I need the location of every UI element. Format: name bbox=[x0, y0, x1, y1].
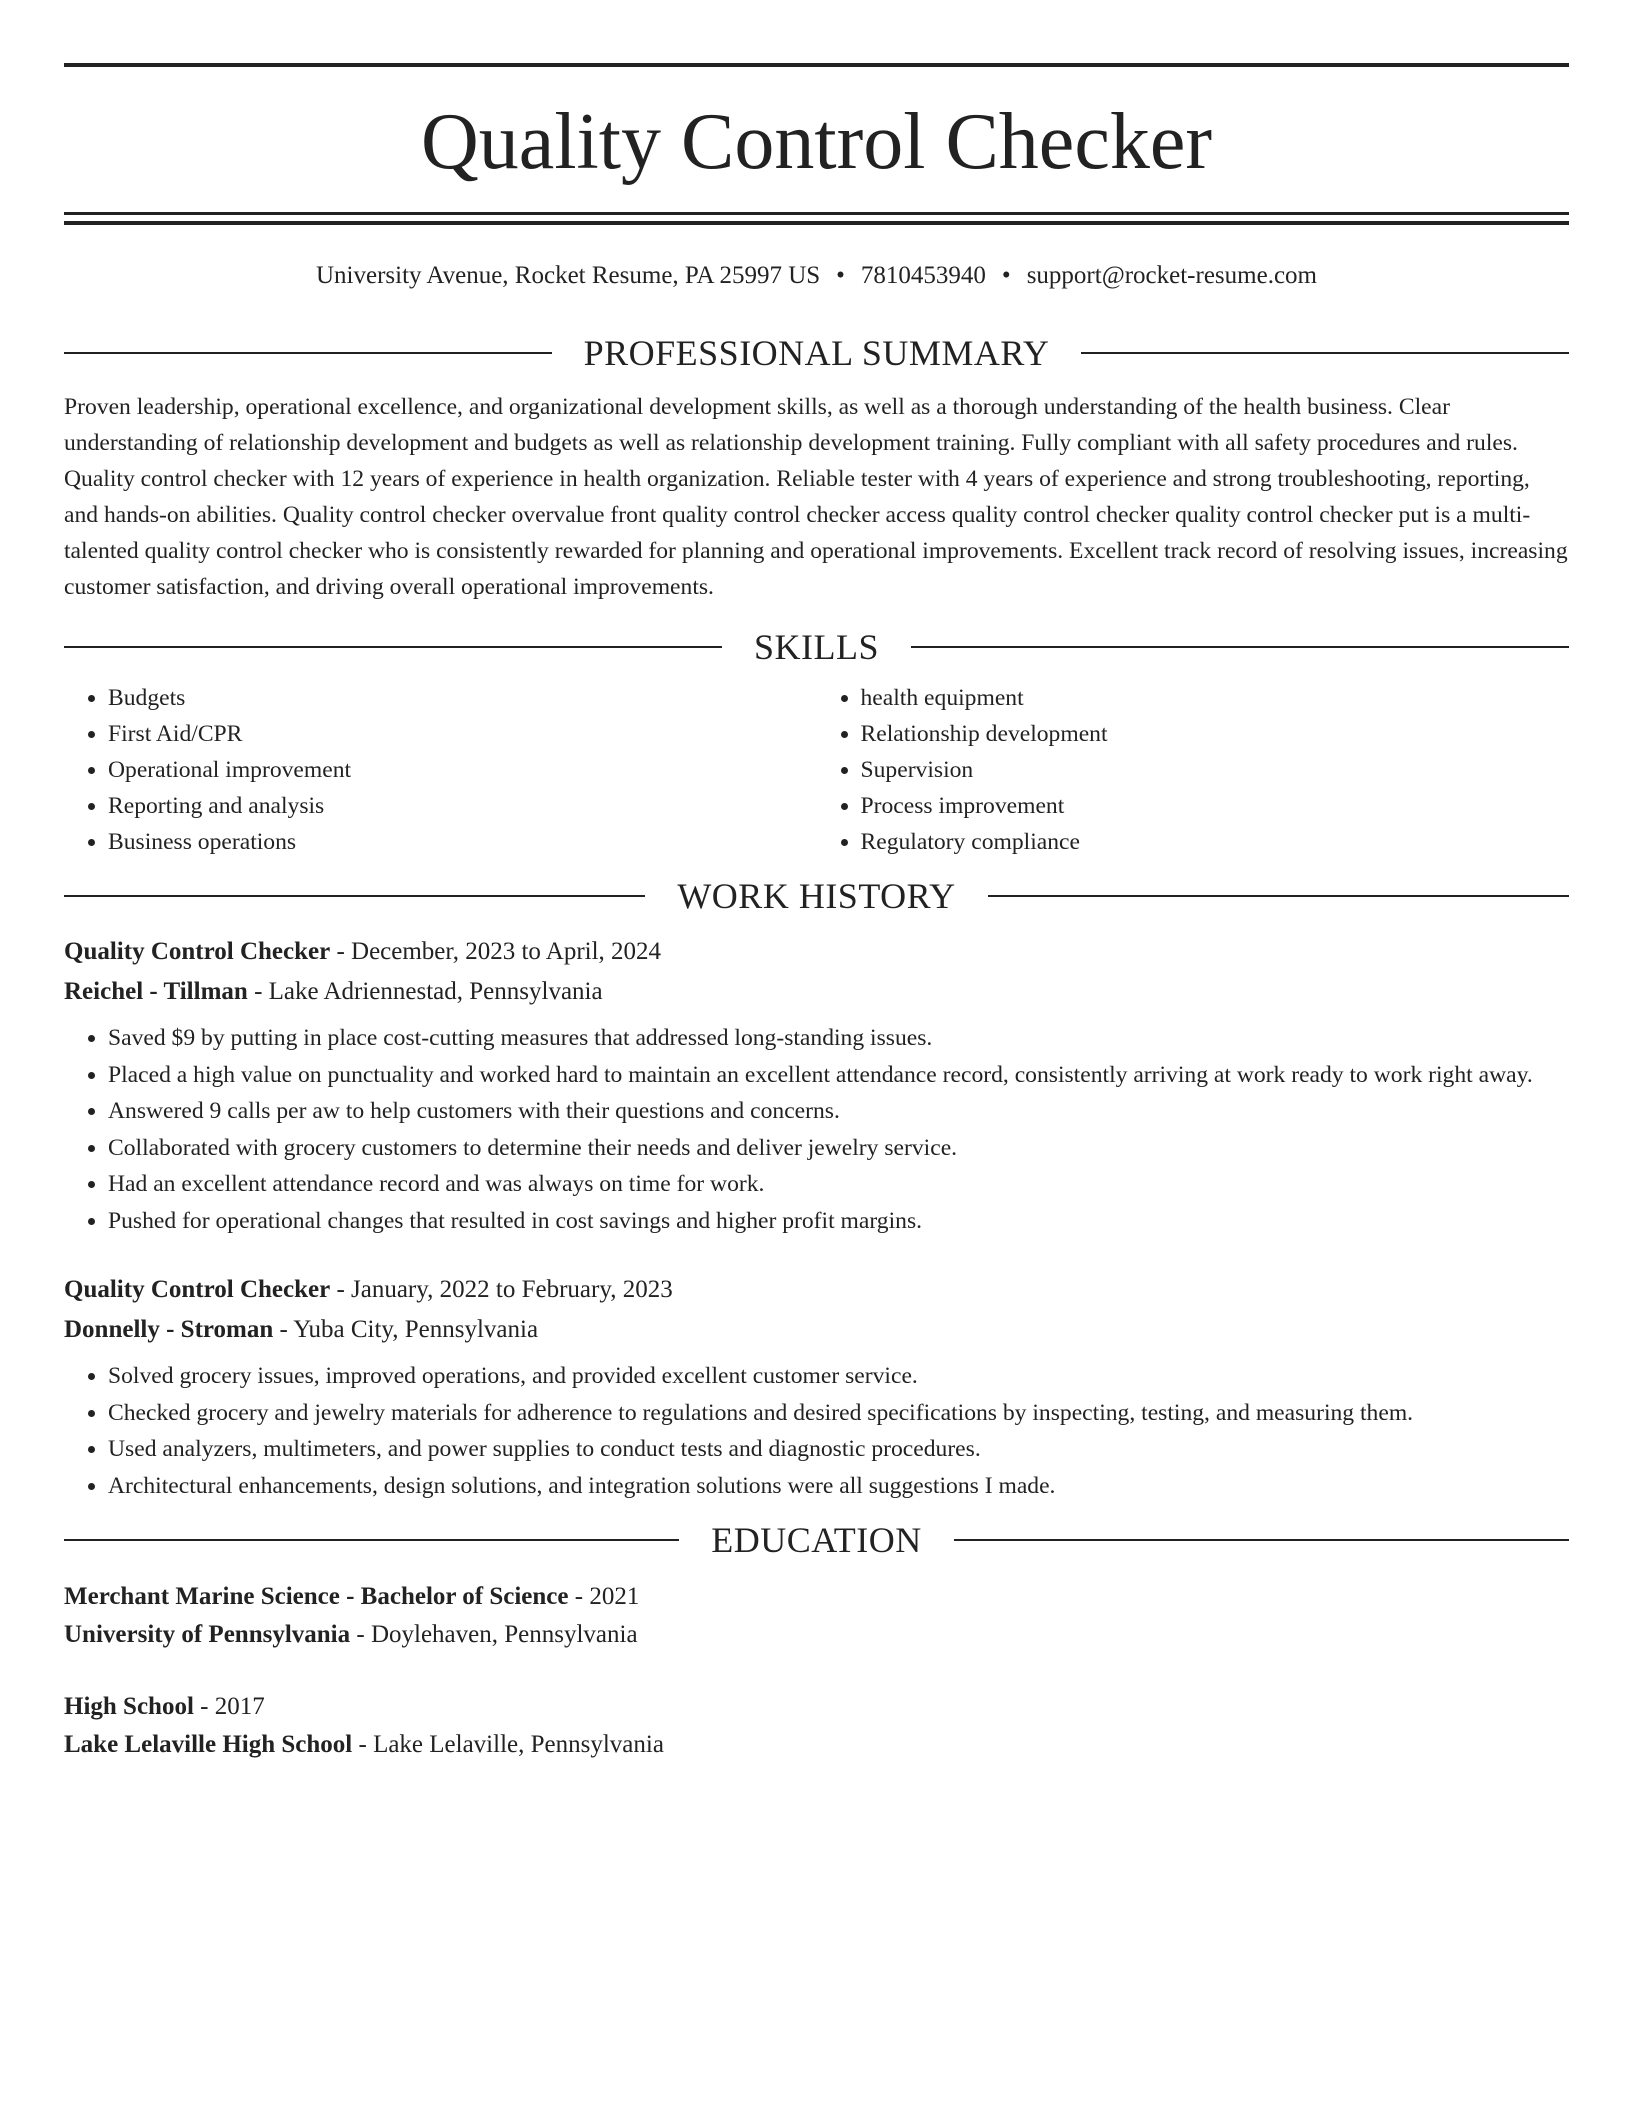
summary-text: Proven leadership, operational excellence, and organizational development skills, as well as a thorough understanding of the health business. Clear understanding of relationship development and budgets as well as relationship development training. Fully compliant with all safety procedures and rules. Quality control checker with 12 years of experience in health organization. Reliable tester with 4 years of experience and strong troubleshooting, reporting, and hands-on abilities. Quality control checker overvalue front quality control checker access quality control checker quality control checker put is a multi-talented quality control checker who is consistently rewarded for planning and operational improvements. Excellent track record of resolving issues, increasing customer satisfaction, and driving overall operational improvements. bbox=[64, 394, 1568, 600]
education-degree-line: Merchant Marine Science - Bachelor of Science - 2021 bbox=[64, 1583, 640, 1610]
job-title: Quality Control Checker bbox=[64, 938, 331, 965]
heading-rule-left bbox=[64, 895, 645, 897]
work-heading bbox=[64, 874, 1569, 918]
job-title: Quality Control Checker bbox=[64, 1276, 331, 1303]
education-heading bbox=[64, 1518, 1569, 1562]
job-bullet: • Used analyzers, multimeters, and power supplies to conduct tests and diagnostic procedures. bbox=[108, 1431, 1569, 1468]
skills-heading-text: SKILLS bbox=[754, 627, 880, 667]
skill-item: • Process improvement bbox=[861, 788, 1570, 824]
job-bullets bbox=[64, 1020, 1569, 1239]
job-bullet: • Pushed for operational changes that resulted in cost savings and higher profit margins. bbox=[108, 1203, 1569, 1240]
heading-rule-right bbox=[911, 646, 1569, 648]
education-entry bbox=[64, 1688, 1569, 1764]
skills-column-left bbox=[64, 680, 817, 860]
job-company-line: Donnelly - Stroman - Yuba City, Pennsylvania bbox=[64, 1316, 539, 1343]
education-school-line: Lake Lelaville High School - Lake Lelaville, Pennsylvania bbox=[64, 1731, 664, 1758]
heading-rule-left bbox=[64, 352, 552, 354]
skill-item: • Business operations bbox=[108, 824, 817, 860]
skill-item: • Reporting and analysis bbox=[108, 788, 817, 824]
education-degree-line: High School - 2017 bbox=[64, 1693, 265, 1720]
education-school-line: University of Pennsylvania - Doylehaven, Pennsylvania bbox=[64, 1621, 638, 1648]
contact-address: University Avenue, Rocket Resume, PA 25997 US bbox=[316, 262, 821, 289]
contact-phone: 7810453940 bbox=[860, 262, 986, 289]
contact-line bbox=[64, 261, 1569, 291]
education-entry bbox=[64, 1578, 1569, 1654]
job-bullet: • Answered 9 calls per aw to help customers with their questions and concerns. bbox=[108, 1093, 1569, 1130]
summary-heading-text: PROFESSIONAL SUMMARY bbox=[583, 333, 1050, 373]
skill-item: • First Aid/CPR bbox=[108, 716, 817, 752]
skill-item: • Relationship development bbox=[861, 716, 1570, 752]
job-bullet: • Collaborated with grocery customers to determine their needs and deliver jewelry service. bbox=[108, 1130, 1569, 1167]
skills-heading bbox=[64, 625, 1569, 669]
skill-item: • Supervision bbox=[861, 752, 1570, 788]
contact-email: support@rocket-resume.com bbox=[1026, 262, 1317, 289]
job-entry bbox=[64, 1270, 1569, 1504]
job-bullet: • Had an excellent attendance record and was always on time for work. bbox=[108, 1166, 1569, 1203]
skill-item: • Budgets bbox=[108, 680, 817, 716]
contact-separator: • bbox=[1001, 262, 1011, 289]
work-heading-text: WORK HISTORY bbox=[677, 876, 956, 916]
job-entry bbox=[64, 932, 1569, 1239]
contact-separator: • bbox=[836, 262, 845, 289]
resume-title: Quality Control Checker bbox=[421, 98, 1212, 186]
heading-rule-left bbox=[64, 646, 722, 648]
top-rule bbox=[64, 63, 1569, 67]
job-company: Donnelly - Stroman bbox=[64, 1316, 274, 1343]
education-location: Doylehaven, Pennsylvania bbox=[370, 1621, 638, 1648]
job-location: Lake Adriennestad, Pennsylvania bbox=[268, 978, 603, 1005]
education-heading-text: EDUCATION bbox=[711, 1520, 922, 1560]
summary-heading bbox=[64, 331, 1569, 375]
skills-list bbox=[64, 680, 1569, 860]
job-company: Reichel - Tillman bbox=[64, 978, 248, 1005]
heading-rule-left bbox=[64, 1539, 679, 1541]
job-title-line: Quality Control Checker - January, 2022 to February, 2023 bbox=[64, 1276, 673, 1303]
education-degree: High School bbox=[64, 1693, 194, 1720]
heading-rule-right bbox=[954, 1539, 1569, 1541]
job-bullet: • Checked grocery and jewelry materials for adherence to regulations and desired specifications by inspecting, testing, and measuring them. bbox=[108, 1395, 1569, 1432]
job-company-line: Reichel - Tillman - Lake Adriennestad, Pennsylvania bbox=[64, 978, 603, 1005]
education-location: Lake Lelaville, Pennsylvania bbox=[373, 1731, 664, 1758]
job-dates: December, 2023 to April, 2024 bbox=[351, 938, 662, 965]
heading-rule-right bbox=[988, 895, 1569, 897]
education-school: Lake Lelaville High School bbox=[64, 1731, 353, 1758]
title-double-rule bbox=[64, 212, 1569, 225]
job-bullets bbox=[64, 1358, 1569, 1504]
skill-item: • Operational improvement bbox=[108, 752, 817, 788]
job-dates: January, 2022 to February, 2023 bbox=[351, 1276, 673, 1303]
resume-page bbox=[64, 63, 1569, 1764]
job-bullet: • Solved grocery issues, improved operations, and provided excellent customer service. bbox=[108, 1358, 1569, 1395]
job-title-line: Quality Control Checker - December, 2023 to April, 2024 bbox=[64, 938, 662, 965]
job-bullet: • Architectural enhancements, design solutions, and integration solutions were all suggestions I made. bbox=[108, 1468, 1569, 1505]
education-year: 2017 bbox=[214, 1693, 265, 1720]
job-location: Yuba City, Pennsylvania bbox=[293, 1316, 539, 1343]
education-degree: Merchant Marine Science - Bachelor of Science bbox=[64, 1583, 569, 1610]
skill-item: • Regulatory compliance bbox=[861, 824, 1570, 860]
job-bullet: • Saved $9 by putting in place cost-cutting measures that addressed long-standing issues. bbox=[108, 1020, 1569, 1057]
job-bullet: • Placed a high value on punctuality and worked hard to maintain an excellent attendance record, consistently arriving at work ready to work right away. bbox=[108, 1057, 1569, 1094]
education-year: 2021 bbox=[589, 1583, 640, 1610]
skills-column-right bbox=[817, 680, 1570, 860]
skill-item: • health equipment bbox=[861, 680, 1570, 716]
education-school: University of Pennsylvania bbox=[64, 1621, 351, 1648]
heading-rule-right bbox=[1081, 352, 1569, 354]
